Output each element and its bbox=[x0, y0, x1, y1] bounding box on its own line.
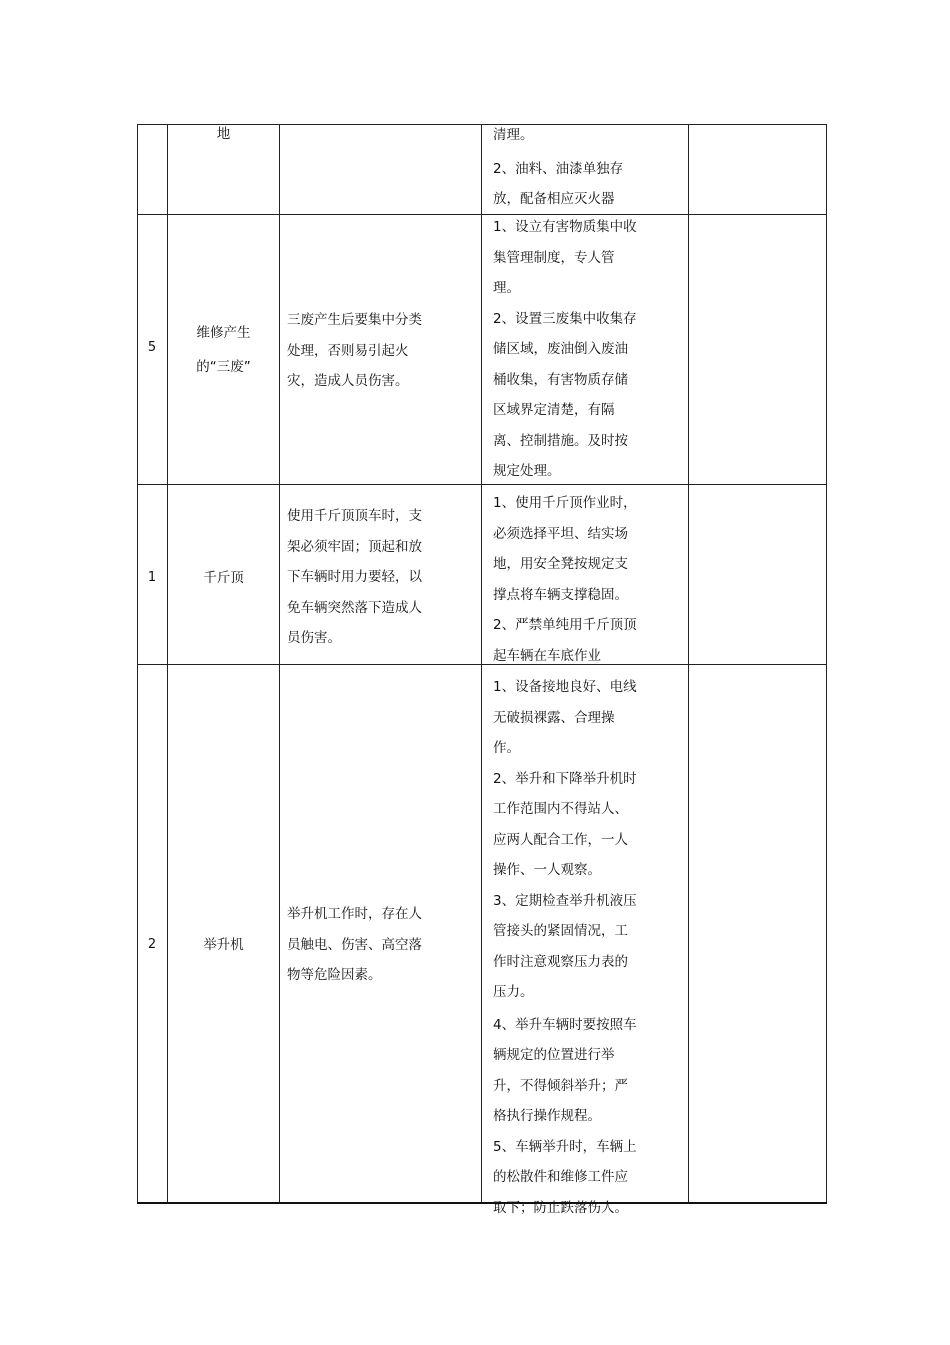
row-1-name: 维修产生 的“三废” bbox=[196, 325, 251, 375]
grid-line bbox=[137, 664, 827, 665]
grid-line bbox=[137, 214, 827, 215]
row-2-hazard: 使用千斤顶顶车时，支 架必须牢固；顶起和放 下车辆时用力要轻，以 免车辆突然落下造成人 员伤害。 bbox=[287, 508, 422, 646]
row-3-name: 举升机 bbox=[203, 937, 244, 953]
row-0-measures: 清理。 2、油料、油漆单独存 放，配备相应灭火器 bbox=[493, 127, 624, 207]
row-3-number: 2 bbox=[147, 937, 157, 952]
grid-line bbox=[137, 484, 827, 485]
row-3-measures: 1、设备接地良好、电线 无破损裸露、合理操 作。 2、举升和下降举升机时 工作范围内不得站人、 应两人配合工作，一人 操作、一人观察。 3、定期检查举升机液压 管接头的紧固情况，工 作时注意观察压力表的 压力。 4、举升车辆时要按照车 辆规定的位置进行举 升，不得倾斜举升；严 格执行操作规程。 5、车辆举升时，车辆上 的松散件和维修工件应 取下；防止跌落伤人。 bbox=[493, 679, 637, 1216]
grid-line bbox=[137, 1202, 827, 1204]
row-1-number: 5 bbox=[147, 340, 157, 355]
row-1-measures: 1、设立有害物质集中收 集管理制度，专人管 理。 2、设置三废集中收集存 储区域，废油倒入废油 桶收集，有害物质存储 区域界定清楚，有隔 离、控制措施。及时按 规定处理。 bbox=[493, 219, 637, 479]
safety-table bbox=[137, 124, 827, 1216]
row-3-hazard: 举升机工作时，存在人 员触电、伤害、高空落 物等危险因素。 bbox=[287, 906, 422, 983]
row-1-hazard: 三废产生后要集中分类 处理，否则易引起火 灾，造成人员伤害。 bbox=[287, 312, 422, 389]
row-2-number: 1 bbox=[147, 570, 157, 585]
row-2-measures: 1、使用千斤顶作业时， 必须选择平坦、结实场 地，用安全凳按规定支 撑点将车辆支撑稳固。 2、严禁单纯用千斤顶顶 起车辆在车底作业 bbox=[493, 495, 637, 664]
row-0-name: 地 bbox=[216, 126, 231, 142]
row-2-name: 千斤顶 bbox=[203, 570, 244, 586]
